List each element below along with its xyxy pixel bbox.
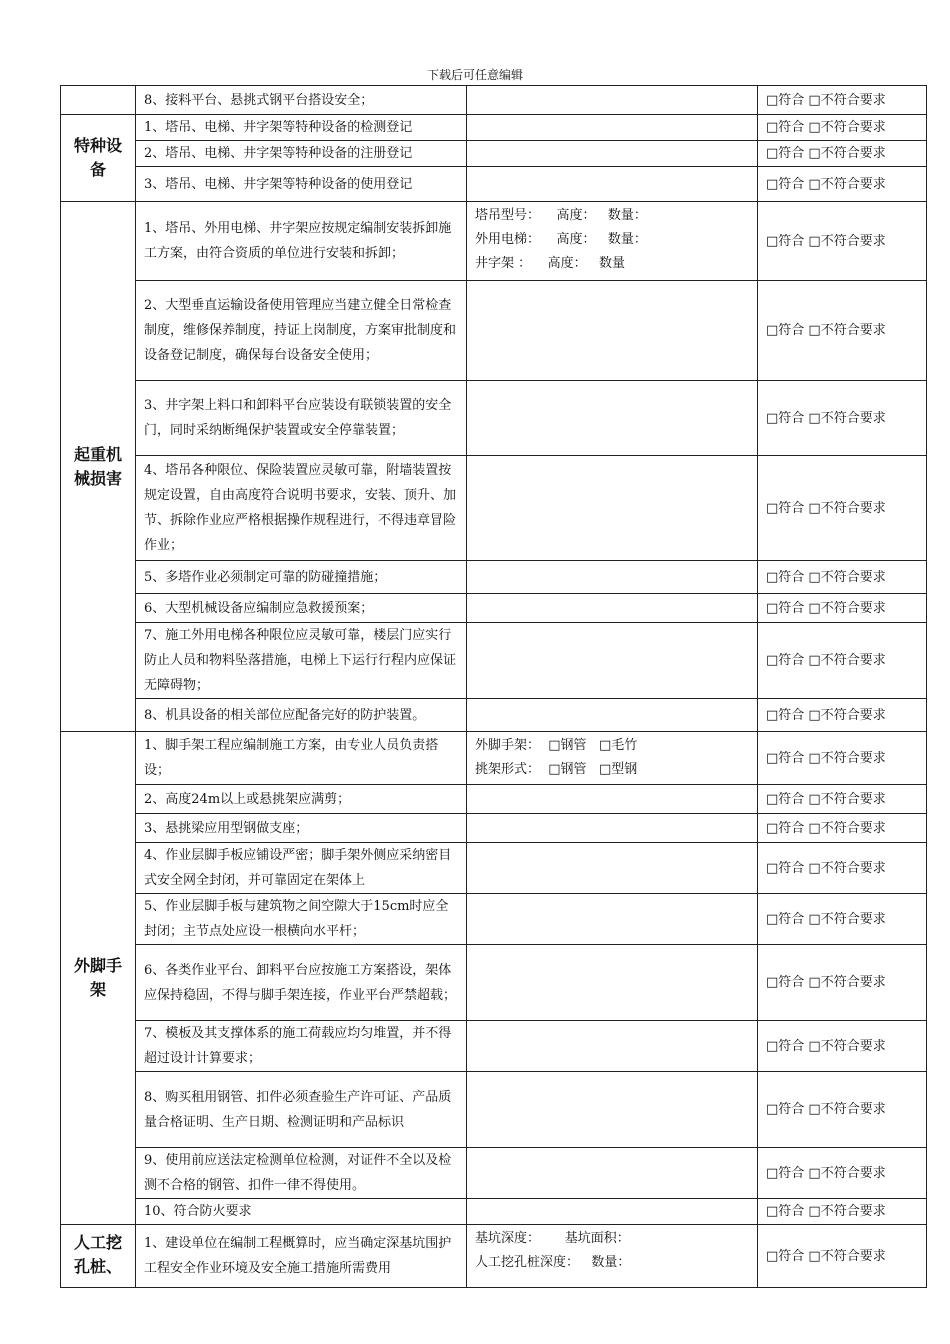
conformance-options[interactable]: □符合 □不符合要求 <box>758 1021 927 1072</box>
category-cell: 人工挖 孔桩、 <box>61 1225 136 1288</box>
conformance-options[interactable]: □符合 □不符合要求 <box>758 456 927 561</box>
conformance-options[interactable]: □符合 □不符合要求 <box>758 945 927 1021</box>
record-cell[interactable] <box>467 281 758 381</box>
table-row <box>61 1148 927 1199</box>
record-cell[interactable] <box>467 1148 758 1199</box>
page-header: 下载后可任意编辑 <box>426 68 523 82</box>
record-cell[interactable] <box>467 945 758 1021</box>
record-cell[interactable] <box>467 1199 758 1225</box>
conformance-options[interactable]: □符合 □不符合要求 <box>758 86 927 115</box>
record-line: 人工挖孔桩深度： 数量： <box>475 1255 631 1270</box>
conformance-options[interactable]: □符合 □不符合要求 <box>758 894 927 945</box>
check-item-text: 4、塔吊各种限位、保险装置应灵敏可靠，附墙装置按规定设置，自由高度符合说明书要求，安装、顶升、加节、拆除作业应严格根据操作规程进行，不得违章冒险作业； <box>136 456 467 561</box>
table-row <box>61 732 927 785</box>
table-row <box>61 1225 927 1288</box>
record-line: 塔吊型号： 高度： 数量： <box>475 208 647 223</box>
table-row <box>61 1021 927 1072</box>
conformance-options[interactable]: □符合 □不符合要求 <box>758 115 927 141</box>
conformance-options[interactable]: □符合 □不符合要求 <box>758 699 927 732</box>
check-item-text: 2、塔吊、电梯、井字架等特种设备的注册登记 <box>136 141 467 167</box>
table-row <box>61 843 927 894</box>
table-row <box>61 1072 927 1148</box>
category-cell: 外脚手 架 <box>61 732 136 1225</box>
check-item-text: 8、机具设备的相关部位应配备完好的防护装置。 <box>136 699 467 732</box>
check-item-text: 5、多塔作业必须制定可靠的防碰撞措施； <box>136 561 467 594</box>
check-item-text: 1、脚手架工程应编制施工方案，由专业人员负责搭设； <box>136 732 467 785</box>
record-cell[interactable] <box>467 115 758 141</box>
table-row <box>61 281 927 381</box>
table-row <box>61 623 927 699</box>
record-cell[interactable] <box>467 894 758 945</box>
conformance-options[interactable]: □符合 □不符合要求 <box>758 785 927 814</box>
check-item-text: 7、施工外用电梯各种限位应灵敏可靠，楼层门应实行防止人员和物料坠落措施，电梯上下运行行程内应保证无障碍物； <box>136 623 467 699</box>
record-cell[interactable] <box>467 732 758 785</box>
check-item-text: 1、塔吊、外用电梯、井字架应按规定编制安装拆卸施工方案，由符合资质的单位进行安装和拆卸； <box>136 202 467 281</box>
check-item-text: 9、使用前应送法定检测单位检测，对证件不全以及检测不合格的钢管、扣件一律不得使用。 <box>136 1148 467 1199</box>
check-item-text: 10、符合防火要求 <box>136 1199 467 1225</box>
conformance-options[interactable]: □符合 □不符合要求 <box>758 843 927 894</box>
record-cell[interactable] <box>467 561 758 594</box>
check-item-text: 5、作业层脚手板与建筑物之间空隙大于15cm时应全封闭；主节点处应设一根横向水平杆； <box>136 894 467 945</box>
conformance-options[interactable]: □符合 □不符合要求 <box>758 167 927 202</box>
conformance-options[interactable]: □符合 □不符合要求 <box>758 202 927 281</box>
table-row <box>61 814 927 843</box>
conformance-options[interactable]: □符合 □不符合要求 <box>758 1199 927 1225</box>
record-cell[interactable] <box>467 814 758 843</box>
conformance-options[interactable]: □符合 □不符合要求 <box>758 281 927 381</box>
check-item-text: 7、模板及其支撑体系的施工荷载应均匀堆置，并不得超过设计计算要求； <box>136 1021 467 1072</box>
record-cell[interactable] <box>467 167 758 202</box>
table-row <box>61 86 927 115</box>
table-row <box>61 561 927 594</box>
record-line: 挑架形式： □钢管 □型钢 <box>475 762 638 777</box>
conformance-options[interactable]: □符合 □不符合要求 <box>758 141 927 167</box>
record-cell[interactable] <box>467 86 758 115</box>
record-cell[interactable] <box>467 456 758 561</box>
record-cell[interactable] <box>467 381 758 456</box>
check-item-text: 8、接料平台、悬挑式钢平台搭设安全； <box>136 86 467 115</box>
table-row <box>61 594 927 623</box>
table-row <box>61 202 927 281</box>
conformance-options[interactable]: □符合 □不符合要求 <box>758 1148 927 1199</box>
record-cell[interactable] <box>467 843 758 894</box>
check-item-text: 3、塔吊、电梯、井字架等特种设备的使用登记 <box>136 167 467 202</box>
conformance-options[interactable]: □符合 □不符合要求 <box>758 594 927 623</box>
category-cell: 特种设 备 <box>61 115 136 202</box>
category-cell: 起重机 械损害 <box>61 202 136 732</box>
table-row <box>61 115 927 141</box>
record-cell[interactable] <box>467 1072 758 1148</box>
check-item-text: 6、大型机械设备应编制应急救援预案； <box>136 594 467 623</box>
record-line: 外脚手架： □钢管 □毛竹 <box>475 738 638 753</box>
check-item-text: 3、井字架上料口和卸料平台应装设有联锁装置的安全门，同时采纳断绳保护装置或安全停靠装置； <box>136 381 467 456</box>
table-row <box>61 167 927 202</box>
record-line: 井字架 ： 高度： 数量 <box>475 256 626 271</box>
check-item-text: 8、购买租用钢管、扣件必须查验生产许可证、产品质量合格证明、生产日期、检测证明和产品标识 <box>136 1072 467 1148</box>
table-row <box>61 1199 927 1225</box>
conformance-options[interactable]: □符合 □不符合要求 <box>758 732 927 785</box>
check-item-text: 2、大型垂直运输设备使用管理应当建立健全日常检查制度，维修保养制度，持证上岗制度，方案审批制度和设备登记制度，确保每台设备安全使用； <box>136 281 467 381</box>
check-item-text: 4、作业层脚手板应铺设严密；脚手架外侧应采纳密目式安全网全封闭，并可靠固定在架体上 <box>136 843 467 894</box>
check-item-text: 2、高度24m以上或悬挑架应满剪； <box>136 785 467 814</box>
record-line: 外用电梯： 高度： 数量： <box>475 232 647 247</box>
check-item-text: 3、悬挑梁应用型钢做支座； <box>136 814 467 843</box>
check-item-text: 6、各类作业平台、卸料平台应按施工方案搭设，架体应保持稳固，不得与脚手架连接，作业平台严禁超载； <box>136 945 467 1021</box>
check-item-text: 1、建设单位在编制工程概算时，应当确定深基坑围护工程安全作业环境及安全施工措施所需费用 <box>136 1225 467 1288</box>
check-item-text: 1、塔吊、电梯、井字架等特种设备的检测登记 <box>136 115 467 141</box>
record-cell[interactable] <box>467 141 758 167</box>
table-row <box>61 381 927 456</box>
table-row <box>61 141 927 167</box>
table-row <box>61 894 927 945</box>
record-cell[interactable] <box>467 1021 758 1072</box>
table-row <box>61 785 927 814</box>
record-cell[interactable] <box>467 785 758 814</box>
conformance-options[interactable]: □符合 □不符合要求 <box>758 623 927 699</box>
record-cell[interactable] <box>467 1225 758 1288</box>
table-row <box>61 945 927 1021</box>
category-cell <box>61 86 136 115</box>
record-cell[interactable] <box>467 699 758 732</box>
conformance-options[interactable]: □符合 □不符合要求 <box>758 814 927 843</box>
record-cell[interactable] <box>467 594 758 623</box>
conformance-options[interactable]: □符合 □不符合要求 <box>758 561 927 594</box>
safety-checklist-table <box>60 85 927 1288</box>
record-cell[interactable] <box>467 623 758 699</box>
conformance-options[interactable]: □符合 □不符合要求 <box>758 381 927 456</box>
record-line: 基坑深度： 基坑面积： <box>475 1231 630 1246</box>
record-cell[interactable] <box>467 202 758 281</box>
table-row <box>61 456 927 561</box>
conformance-options[interactable]: □符合 □不符合要求 <box>758 1072 927 1148</box>
conformance-options[interactable]: □符合 □不符合要求 <box>758 1225 927 1288</box>
table-row <box>61 699 927 732</box>
